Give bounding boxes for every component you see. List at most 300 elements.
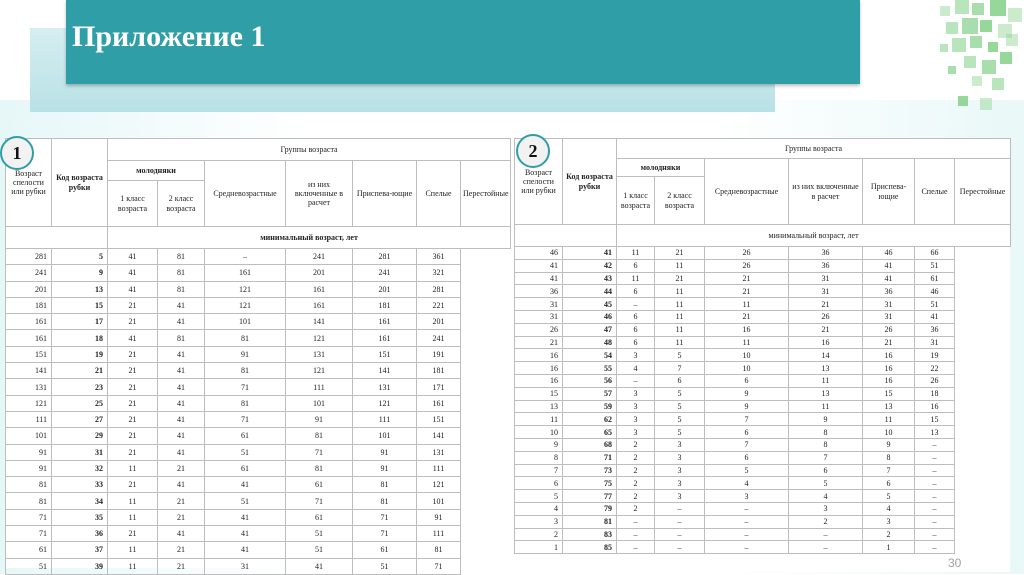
- age-table-2: [514, 138, 1011, 554]
- table-cell: 46: [863, 247, 915, 260]
- table-row: [6, 346, 511, 362]
- table-row: [515, 387, 1011, 400]
- table-cell: 41: [158, 477, 205, 493]
- table-cell: 71: [417, 558, 461, 574]
- table-cell: 321: [417, 265, 461, 281]
- table-cell: 56: [563, 374, 617, 387]
- decorative-square: [982, 60, 996, 74]
- table-cell: 81: [353, 477, 417, 493]
- table-cell: 5: [655, 413, 705, 426]
- table-cell: 31: [205, 558, 286, 574]
- table-cell: 161: [286, 297, 353, 313]
- table-cell: 83: [563, 528, 617, 541]
- table-cell: 241: [6, 265, 52, 281]
- table-cell: –: [655, 515, 705, 528]
- decorative-square: [940, 6, 950, 16]
- table-cell: 26: [863, 323, 915, 336]
- table-cell: 75: [563, 477, 617, 490]
- table-cell: 43: [563, 272, 617, 285]
- table-cell: 41: [158, 379, 205, 395]
- table-cell: 61: [286, 509, 353, 525]
- table-cell: 41: [205, 477, 286, 493]
- table-cell: 55: [563, 362, 617, 375]
- table-cell: 91: [286, 411, 353, 427]
- table-cell: 41: [915, 310, 955, 323]
- table-cell: 21: [158, 558, 205, 574]
- table-cell: 13: [863, 400, 915, 413]
- table-cell: 241: [286, 249, 353, 265]
- table-cell: 81: [353, 493, 417, 509]
- table-row: [515, 259, 1011, 272]
- header-blank: [515, 225, 617, 247]
- table-cell: 11: [655, 336, 705, 349]
- table-row: [515, 438, 1011, 451]
- table-cell: 2: [863, 528, 915, 541]
- table-cell: 5: [655, 387, 705, 400]
- table-cell: 59: [563, 400, 617, 413]
- table-cell: 71: [205, 379, 286, 395]
- decorative-square: [980, 98, 992, 110]
- table-cell: 51: [286, 542, 353, 558]
- table-row: [6, 558, 511, 574]
- table-cell: 31: [789, 285, 863, 298]
- decorative-square: [988, 42, 998, 52]
- header-blank: [6, 227, 108, 249]
- table-cell: 2: [617, 502, 655, 515]
- table-row: [6, 249, 511, 265]
- table-cell: 81: [158, 281, 205, 297]
- table-cell: 81: [205, 330, 286, 346]
- table-cell: 46: [915, 285, 955, 298]
- decorative-square: [948, 66, 956, 74]
- table-cell: 11: [789, 400, 863, 413]
- table-cell: 7: [863, 464, 915, 477]
- table-cell: 18: [915, 387, 955, 400]
- table-cell: 4: [789, 490, 863, 503]
- table-cell: 111: [286, 379, 353, 395]
- table-cell: 21: [515, 336, 563, 349]
- table-cell: 25: [52, 395, 108, 411]
- decorative-square: [1006, 34, 1018, 46]
- table-cell: 201: [286, 265, 353, 281]
- table-cell: 101: [286, 395, 353, 411]
- table-cell: 16: [705, 323, 789, 336]
- table-cell: 21: [158, 509, 205, 525]
- table-cell: 41: [205, 509, 286, 525]
- table-cell: 11: [617, 272, 655, 285]
- table-cell: 21: [52, 363, 108, 379]
- table-cell: 81: [205, 395, 286, 411]
- header-ripe: Спелые: [915, 159, 955, 225]
- table-row: [515, 374, 1011, 387]
- table-cell: 51: [6, 558, 52, 574]
- table-cell: 16: [789, 336, 863, 349]
- table-cell: 73: [563, 464, 617, 477]
- table-row: [6, 330, 511, 346]
- table-cell: 6: [655, 374, 705, 387]
- table-cell: 361: [417, 249, 461, 265]
- table-cell: 5: [705, 464, 789, 477]
- page-number: 30: [948, 556, 962, 570]
- table-cell: 11: [655, 285, 705, 298]
- table-cell: 31: [515, 298, 563, 311]
- table-cell: 51: [915, 298, 955, 311]
- table-cell: 11: [655, 259, 705, 272]
- table-cell: 41: [158, 346, 205, 362]
- table-cell: 51: [205, 444, 286, 460]
- table-cell: 18: [52, 330, 108, 346]
- table-cell: 61: [6, 542, 52, 558]
- table-cell: 111: [417, 460, 461, 476]
- table-cell: –: [915, 528, 955, 541]
- table-cell: 4: [515, 502, 563, 515]
- table-row: [515, 502, 1011, 515]
- header-ripening: Приспева-ющие: [863, 159, 915, 225]
- table-cell: 6: [617, 259, 655, 272]
- table-cell: 21: [108, 297, 158, 313]
- table-cell: 48: [563, 336, 617, 349]
- table-row: [515, 247, 1011, 260]
- table-cell: 6: [515, 477, 563, 490]
- table-cell: –: [915, 477, 955, 490]
- table-cell: 121: [286, 363, 353, 379]
- table-cell: 31: [515, 310, 563, 323]
- table-cell: 161: [417, 395, 461, 411]
- table-cell: 9: [705, 387, 789, 400]
- table-cell: 3: [617, 349, 655, 362]
- table-cell: 201: [417, 314, 461, 330]
- table-cell: 3: [655, 451, 705, 464]
- table-cell: 41: [158, 526, 205, 542]
- table-cell: 19: [52, 346, 108, 362]
- table-cell: 11: [863, 413, 915, 426]
- table-cell: 101: [353, 428, 417, 444]
- table-cell: 57: [563, 387, 617, 400]
- table-cell: 5: [863, 490, 915, 503]
- table-cell: 45: [563, 298, 617, 311]
- table-cell: 6: [617, 336, 655, 349]
- table-cell: 37: [52, 542, 108, 558]
- table-cell: 31: [863, 298, 915, 311]
- table-row: [6, 428, 511, 444]
- table-cell: 21: [108, 379, 158, 395]
- table-cell: 3: [655, 477, 705, 490]
- table-cell: 41: [158, 297, 205, 313]
- table-cell: 141: [417, 428, 461, 444]
- table-cell: 1: [515, 541, 563, 554]
- table-cell: 71: [6, 526, 52, 542]
- table-cell: 13: [52, 281, 108, 297]
- table-cell: 81: [6, 477, 52, 493]
- table-cell: –: [915, 541, 955, 554]
- table-cell: 41: [863, 272, 915, 285]
- header-age-ripeness: Возраст спелости или рубки: [6, 139, 52, 227]
- table-cell: 8: [789, 438, 863, 451]
- table-cell: 46: [563, 310, 617, 323]
- table-cell: 15: [863, 387, 915, 400]
- header-class1: 1 класс возраста: [108, 181, 158, 227]
- table-cell: 21: [108, 411, 158, 427]
- table-row: [515, 272, 1011, 285]
- table-cell: 41: [158, 314, 205, 330]
- table-cell: 2: [617, 464, 655, 477]
- table-cell: 1: [863, 541, 915, 554]
- header-incl: из них включенные в расчет: [286, 161, 353, 227]
- table-cell: 14: [789, 349, 863, 362]
- table-cell: 151: [6, 346, 52, 362]
- table-cell: 21: [655, 272, 705, 285]
- decorative-square: [1008, 8, 1022, 22]
- table-cell: 16: [515, 374, 563, 387]
- table-cell: 16: [863, 349, 915, 362]
- header-code: Код возраста рубки: [52, 139, 108, 227]
- table-cell: 11: [108, 460, 158, 476]
- table-cell: 21: [108, 428, 158, 444]
- table-cell: 33: [52, 477, 108, 493]
- decorative-square: [958, 96, 968, 106]
- table-cell: 8: [863, 451, 915, 464]
- table-cell: 21: [705, 272, 789, 285]
- table-cell: 81: [286, 428, 353, 444]
- table-row: [515, 310, 1011, 323]
- table-cell: –: [617, 528, 655, 541]
- table-cell: 8: [515, 451, 563, 464]
- table-cell: 13: [789, 387, 863, 400]
- table-cell: 31: [863, 310, 915, 323]
- table-cell: 7: [705, 413, 789, 426]
- header-minage: минимальный возраст, лет: [617, 225, 1011, 247]
- table-row: [6, 477, 511, 493]
- table-cell: 47: [563, 323, 617, 336]
- table-cell: 11: [655, 298, 705, 311]
- header-overripe: Перестойные: [955, 159, 1011, 225]
- table-cell: 3: [617, 426, 655, 439]
- table-row: [6, 411, 511, 427]
- table-cell: 41: [108, 249, 158, 265]
- table-cell: 2: [617, 438, 655, 451]
- table-row: [515, 323, 1011, 336]
- table-cell: –: [915, 438, 955, 451]
- table-cell: 62: [563, 413, 617, 426]
- table-cell: 9: [515, 438, 563, 451]
- table-cell: 16: [863, 362, 915, 375]
- header-middle: Средневозрастные: [705, 159, 789, 225]
- table-cell: 151: [417, 411, 461, 427]
- table-cell: –: [915, 502, 955, 515]
- table-cell: 13: [515, 400, 563, 413]
- table-cell: 10: [863, 426, 915, 439]
- table-cell: –: [705, 541, 789, 554]
- table-cell: 31: [52, 444, 108, 460]
- table-cell: 7: [655, 362, 705, 375]
- table-cell: 7: [515, 464, 563, 477]
- table-row: [6, 493, 511, 509]
- table-cell: 5: [52, 249, 108, 265]
- table-cell: 221: [417, 297, 461, 313]
- table-cell: 11: [789, 374, 863, 387]
- table-cell: 21: [158, 493, 205, 509]
- table-cell: 6: [617, 310, 655, 323]
- table-cell: 3: [655, 464, 705, 477]
- table-cell: 41: [863, 259, 915, 272]
- table-cell: 3: [655, 490, 705, 503]
- table-cell: 16: [515, 362, 563, 375]
- table-cell: –: [655, 502, 705, 515]
- table-cell: 15: [515, 387, 563, 400]
- table-cell: 81: [158, 249, 205, 265]
- table-cell: 6: [705, 451, 789, 464]
- table-cell: 34: [52, 493, 108, 509]
- table-cell: 7: [789, 451, 863, 464]
- table-cell: 11: [705, 298, 789, 311]
- table-cell: 11: [515, 413, 563, 426]
- table-cell: 11: [108, 509, 158, 525]
- table-cell: 44: [563, 285, 617, 298]
- table-cell: 161: [6, 314, 52, 330]
- table-row: [6, 509, 511, 525]
- table-cell: 68: [563, 438, 617, 451]
- table-cell: 11: [108, 558, 158, 574]
- table-cell: 121: [353, 395, 417, 411]
- table-cell: 131: [6, 379, 52, 395]
- table-cell: 91: [353, 444, 417, 460]
- table-row: [515, 349, 1011, 362]
- table-cell: 2: [515, 528, 563, 541]
- table-cell: 9: [52, 265, 108, 281]
- table-row: [6, 281, 511, 297]
- table-cell: 61: [286, 477, 353, 493]
- table-row: [515, 362, 1011, 375]
- table-cell: 91: [6, 444, 52, 460]
- table-cell: 16: [863, 374, 915, 387]
- table-cell: 5: [655, 349, 705, 362]
- table-cell: 121: [205, 297, 286, 313]
- table-cell: 41: [158, 428, 205, 444]
- header-ripening: Приспева-ющие: [353, 161, 417, 227]
- table-cell: 241: [353, 265, 417, 281]
- table-row: [515, 451, 1011, 464]
- table-cell: 21: [863, 336, 915, 349]
- table-cell: 91: [353, 460, 417, 476]
- decorative-square: [962, 18, 978, 34]
- table-cell: 21: [108, 395, 158, 411]
- header-young: молодняки: [617, 159, 705, 177]
- table-cell: 11: [108, 542, 158, 558]
- table-cell: 71: [6, 509, 52, 525]
- table-cell: 23: [52, 379, 108, 395]
- table-cell: 3: [863, 515, 915, 528]
- table-cell: 5: [655, 400, 705, 413]
- table-cell: 161: [205, 265, 286, 281]
- table-panel-1: [5, 138, 510, 571]
- header-overripe: Перестойные: [461, 161, 511, 227]
- table-cell: 3: [655, 438, 705, 451]
- table-cell: 181: [417, 363, 461, 379]
- table-cell: 81: [563, 515, 617, 528]
- table-cell: 2: [617, 477, 655, 490]
- table-cell: 91: [205, 346, 286, 362]
- table-row: [515, 285, 1011, 298]
- table-cell: 41: [563, 247, 617, 260]
- table-row: [515, 477, 1011, 490]
- table-cell: 9: [863, 438, 915, 451]
- table-cell: 16: [515, 349, 563, 362]
- table-cell: 2: [789, 515, 863, 528]
- table-cell: 71: [353, 509, 417, 525]
- table-cell: 141: [286, 314, 353, 330]
- table-cell: –: [915, 515, 955, 528]
- table-cell: 151: [353, 346, 417, 362]
- table-cell: 46: [515, 247, 563, 260]
- table-cell: 36: [789, 247, 863, 260]
- table-cell: 131: [417, 444, 461, 460]
- table-cell: 41: [158, 411, 205, 427]
- table-cell: 111: [417, 526, 461, 542]
- table-cell: 41: [515, 272, 563, 285]
- table-cell: 9: [705, 400, 789, 413]
- table-cell: 29: [52, 428, 108, 444]
- table-cell: 71: [286, 493, 353, 509]
- table-cell: 201: [6, 281, 52, 297]
- table-cell: 13: [789, 362, 863, 375]
- decorative-square: [940, 44, 948, 52]
- table-row: [515, 464, 1011, 477]
- table-cell: 181: [6, 297, 52, 313]
- table-row: [6, 542, 511, 558]
- table-cell: 111: [353, 411, 417, 427]
- table-cell: 3: [617, 400, 655, 413]
- header-young: молодняки: [108, 161, 205, 181]
- table-cell: 161: [353, 314, 417, 330]
- table-cell: 35: [52, 509, 108, 525]
- table-cell: 191: [417, 346, 461, 362]
- table-cell: 5: [789, 477, 863, 490]
- table-cell: 26: [705, 247, 789, 260]
- table-row: [515, 515, 1011, 528]
- table-cell: 21: [158, 460, 205, 476]
- table-row: [515, 336, 1011, 349]
- table-cell: 66: [915, 247, 955, 260]
- table-cell: 6: [789, 464, 863, 477]
- table-cell: –: [915, 451, 955, 464]
- table-cell: 41: [158, 363, 205, 379]
- table-cell: 8: [789, 426, 863, 439]
- table-row: [515, 490, 1011, 503]
- table-row: [515, 541, 1011, 554]
- table-cell: 77: [563, 490, 617, 503]
- table-cell: 7: [705, 438, 789, 451]
- table-row: [6, 379, 511, 395]
- table-cell: 51: [205, 493, 286, 509]
- header-groups: Группы возраста: [108, 139, 511, 161]
- table-cell: 9: [789, 413, 863, 426]
- table-cell: 101: [205, 314, 286, 330]
- table-cell: 21: [655, 247, 705, 260]
- table-body-2: [515, 247, 1011, 554]
- table-cell: 6: [617, 285, 655, 298]
- table-cell: 54: [563, 349, 617, 362]
- table-cell: 41: [108, 330, 158, 346]
- table-cell: 11: [655, 323, 705, 336]
- table-cell: 10: [705, 362, 789, 375]
- table-cell: 91: [6, 460, 52, 476]
- table-row: [6, 265, 511, 281]
- table-cell: –: [705, 515, 789, 528]
- table-cell: –: [617, 541, 655, 554]
- decorative-square: [970, 36, 982, 48]
- table-cell: 61: [205, 460, 286, 476]
- table-cell: –: [617, 515, 655, 528]
